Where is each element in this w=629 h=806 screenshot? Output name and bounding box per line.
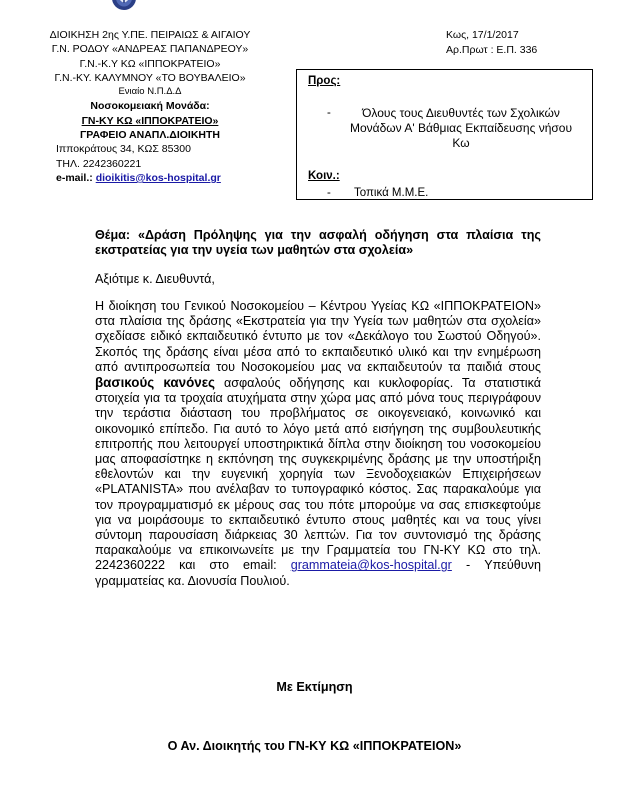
sender-email-link[interactable]: dioikitis@kos-hospital.gr bbox=[95, 171, 221, 184]
cc-recipients: Τοπικά Μ.Μ.Ε. bbox=[354, 187, 429, 199]
letter-greeting: Αξιότιμε κ. Διευθυντά, bbox=[95, 272, 215, 286]
header-line: Ενιαίο Ν.Π.Δ.Δ bbox=[118, 86, 182, 98]
body-text: Η διοίκηση του Γενικού Νοσοκομείου – Κέντρου Υγείας ΚΩ «ΙΠΠΟΚΡΑΤΕΙΟΝ» στα πλαίσια της δράσης «Εκστρατεία για την Υγεία των μαθητών στα σχολεία» σχεδίασε ειδικό εκπαιδευτικό έντυπο με τον «Δεκάλογο του Σωστού Οδηγού». Σκοπός της δράσης είναι μέσα από το εκπαιδευτικό υλικό και την ενημέρωση από αντιπροσωπεία του Νοσοκομείου μας να εκπαιδευτούν τα παιδιά στους bbox=[95, 299, 541, 374]
header-line: Ιπποκράτους 34, ΚΩΣ 85300 bbox=[56, 143, 191, 156]
header-line: Γ.Ν.-ΚΥ. ΚΑΛΥΜΝΟΥ «ΤΟ ΒΟΥΒΑΛΕΙΟ» bbox=[54, 71, 246, 84]
to-recipients: Όλους τους Διευθυντές των Σχολικών Μονάδων Α' Βάθμιας Εκπαίδευσης νήσου Κω bbox=[349, 106, 573, 150]
letter-signature: Ο Αν. Διοικητής του ΓΝ-ΚΥ ΚΩ «ΙΠΠΟΚΡΑΤΕΙΟΝ» bbox=[167, 739, 462, 753]
secretariat-email-link[interactable]: grammateia@kos-hospital.gr bbox=[290, 558, 452, 573]
document-date: Κως, 17/1/2017 bbox=[446, 29, 519, 41]
header-line: ΓΝ-ΚΥ ΚΩ «ΙΠΠΟΚΡΑΤΕΙΟ» bbox=[81, 114, 219, 127]
header-line: Γ.Ν.-Κ.Υ ΚΩ «ΙΠΠΟΚΡΑΤΕΙΟ» bbox=[79, 57, 221, 70]
protocol-number: Αρ.Πρωτ : Ε.Π. 336 bbox=[446, 44, 538, 56]
header-line: Γ.Ν. ΡΟΔΟΥ «ΑΝΔΡΕΑΣ ΠΑΠΑΝΔΡΕΟΥ» bbox=[51, 43, 249, 56]
hellenic-emblem-icon bbox=[111, 0, 137, 12]
header-line: ΔΙΟΙΚΗΣΗ 2ης Υ.ΠΕ. ΠΕΙΡΑΙΩΣ & ΑΙΓΑΙΟΥ bbox=[49, 29, 251, 41]
header-line: ΤΗΛ. 2242360221 bbox=[56, 157, 142, 170]
to-label: Προς: bbox=[308, 75, 341, 87]
cc-label: Κοιν.: bbox=[308, 170, 340, 182]
document-meta bbox=[446, 28, 537, 58]
letter-closing: Με Εκτίμηση bbox=[276, 680, 353, 694]
recipients-box bbox=[296, 69, 593, 200]
letter-subject: Θέμα: «Δράση Πρόληψης για την ασφαλή οδήγηση στα πλαίσια της εκστρατείας για την υγεία των μαθητών στα σχολεία» bbox=[95, 228, 541, 258]
email-label: e-mail.: bbox=[56, 171, 93, 184]
letter-body bbox=[95, 299, 541, 589]
to-dash: - bbox=[327, 107, 331, 119]
header-line: Νοσοκομειακή Μονάδα: bbox=[90, 100, 210, 113]
header-line: ΓΡΑΦΕΙΟ ΑΝΑΠΛ.ΔΙΟΙΚΗΤΗ bbox=[79, 129, 221, 142]
cc-dash: - bbox=[327, 187, 331, 199]
sender-header bbox=[30, 28, 270, 185]
body-keyword: βασικούς κανόνες bbox=[95, 375, 216, 391]
body-text: - Υπεύθυνη γραμματείας κα. Διονυσία Πουλιού. bbox=[95, 558, 541, 588]
body-text: ασφαλούς οδήγησης και κυκλοφορίας. Τα στατιστικά στοιχεία για τα τροχαία ατυχήματα στην χώρα μας από μόνα τους περιγράφουν την τεράστια διάσταση του προβλήματος σε οικογενειακό, κοινωνικό και οικονομικό επίπεδο. Για αυτό το λόγο μετά από εισήγηση της συμβουλευτικής επιτροπής που λειτουργεί υποστηρικτικά δίπλα στην διοίκηση του νοσοκομείου μας αποφασίστηκε η εκπόνηση της συγκεκριμένης δράσης με την υποστήριξη εθελοντών και την ευγενική χορηγία των Ξενοδοχειακών Επιχειρήσεων «PLATANISTA» που ανέλαβαν το τυπογραφικό κόστος. Σας παρακαλούμε για τον προγραμματισμό εκ μέρους σας του πότε μπορούμε να σας επισκεφτούμε για να μοιράσουμε το εκπαιδευτικό έντυπο στους μαθητές και να τους γίνει σύντομη παρουσίαση διάρκειας 30 λεπτών. Για τον συντονισμό της δράσης παρακαλούμε να επικοινωνείτε με την Γραμματεία του ΓΝ-ΚΥ ΚΩ στο τηλ. 2242360222 και στο email: bbox=[95, 376, 541, 573]
